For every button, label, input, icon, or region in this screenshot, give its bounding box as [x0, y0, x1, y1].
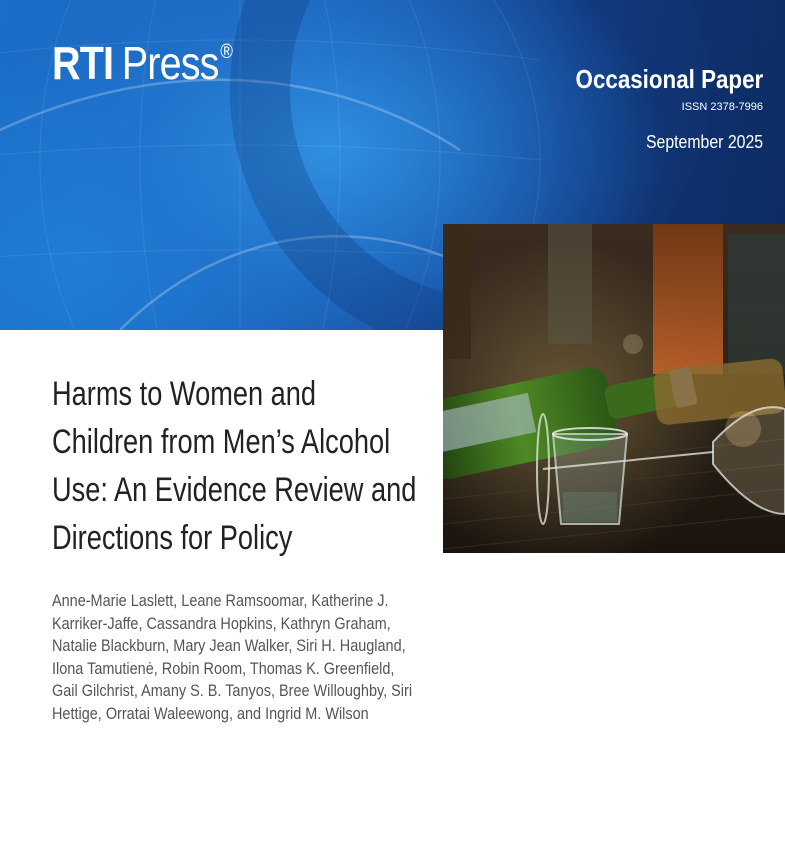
- cover-photo: [443, 224, 785, 553]
- title-line: Children from Men’s Alcohol: [52, 423, 391, 461]
- title-line: Use: An Evidence Review and: [52, 471, 417, 509]
- issn-label: ISSN 2378-7996: [681, 101, 763, 113]
- author-list: [52, 590, 435, 725]
- title-line: Harms to Women and: [52, 375, 317, 413]
- author-line: Karriker-Jaffe, Cassandra Hopkins, Kathryn Graham,: [52, 613, 391, 633]
- paper-title: [52, 370, 452, 562]
- title-line: Directions for Policy: [52, 519, 293, 557]
- author-line: Hettige, Orratai Waleewong, and Ingrid M. Wilson: [52, 703, 369, 723]
- author-line: Gail Gilchrist, Amany S. B. Tanyos, Bree Willoughby, Siri: [52, 681, 413, 700]
- paper-type-label: Occasional Paper: [575, 64, 763, 94]
- logo-press-text: Press: [121, 37, 219, 89]
- registered-mark: ®: [220, 41, 233, 63]
- author-line: Anne-Marie Laslett, Leane Ramsoomar, Katherine J.: [52, 591, 389, 610]
- author-line: Ilona Tamutienė, Robin Room, Thomas K. Greenfield,: [52, 658, 395, 678]
- author-line: Natalie Blackburn, Mary Jean Walker, Siri H. Haugland,: [52, 636, 406, 655]
- logo-rti-text: RTI: [52, 37, 114, 89]
- publication-date: September 2025: [645, 132, 763, 152]
- rti-press-logo: [52, 37, 233, 89]
